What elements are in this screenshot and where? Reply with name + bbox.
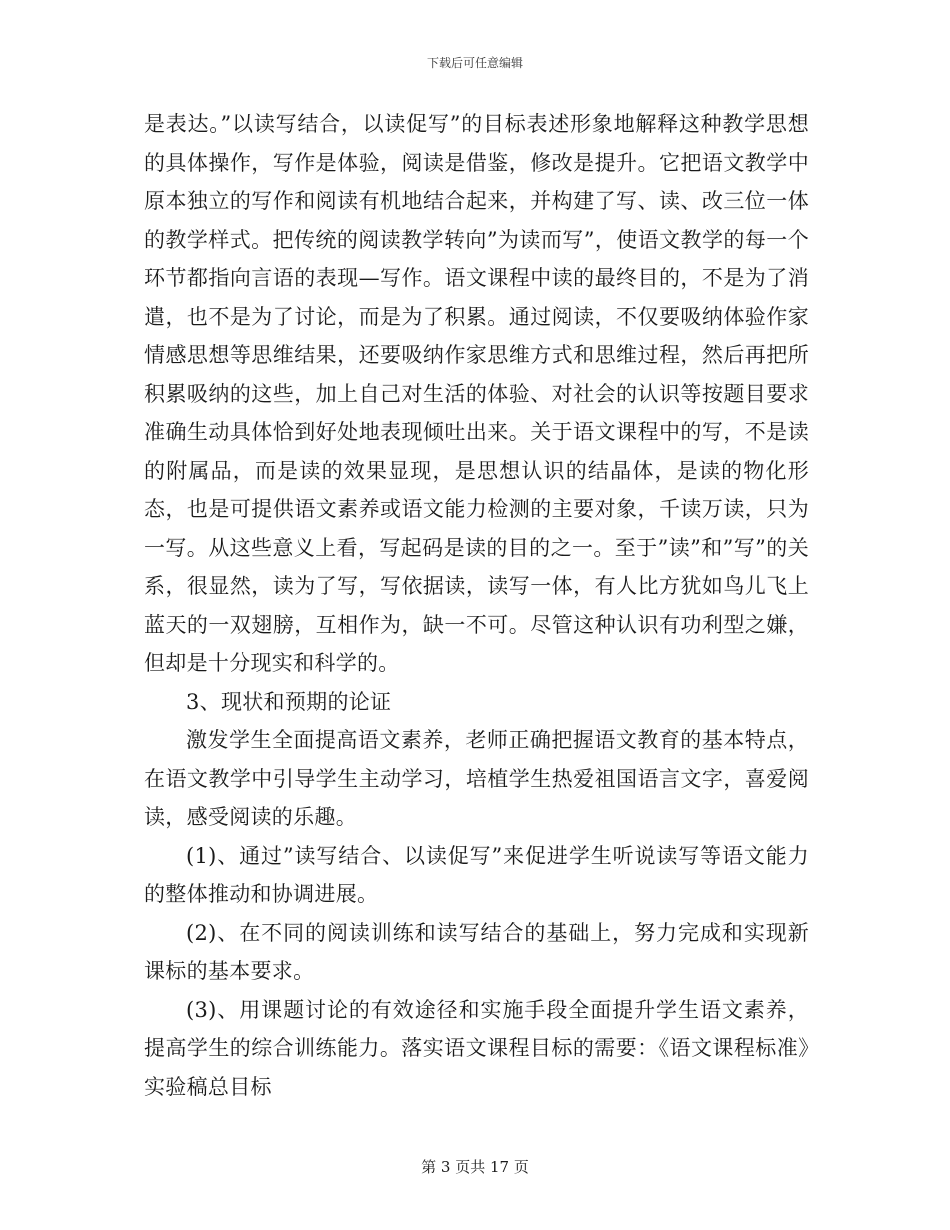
- document-body: [144, 105, 809, 1106]
- paragraph-reading-writing: 是表达。”以读写结合，以读促写”的目标表述形象地解释这种教学思想的具体操作，写作是体验，阅读是借鉴，修改是提升。它把语文教学中原本独立的写作和阅读有机地结合起来，并构建了写、读、改三位一体的教学样式。把传统的阅读教学转向”为读而写”，使语文教学的每一个环节都指向言语的表现—写作。语文课程中读的最终目的，不是为了消遣，也不是为了讨论，而是为了积累。通过阅读，不仅要吸纳体验作家情感思想等思维结果，还要吸纳作家思维方式和思维过程，然后再把所积累吸纳的这些，加上自己对生活的体验、对社会的认识等按题目要求准确生动具体恰到好处地表现倾吐出来。关于语文课程中的写，不是读的附属品，而是读的效果显现，是思想认识的结晶体，是读的物化形态，也是可提供语文素养或语文能力检测的主要对象，千读万读，只为一写。从这些意义上看，写起码是读的目的之一。至于”读”和”写”的关系，很显然，读为了写，写依据读，读写一体，有人比方犹如鸟儿飞上蓝天的一双翅膀，互相作为，缺一不可。尽管这种认识有功利型之嫌，但却是十分现实和科学的。: [144, 112, 809, 675]
- list-item-1: (1)、通过”读写结合、以读促写”来促进学生听说读写等语文能力的整体推动和协调进展。: [144, 843, 809, 906]
- paragraph-goals: 激发学生全面提高语文素养，老师正确把握语文教育的基本特点，在语文教学中引导学生主动学习，培植学生热爱祖国语言文字，喜爱阅读，感受阅读的乐趣。: [144, 728, 809, 829]
- list-item-2: (2)、在不同的阅读训练和读写结合的基础上，努力完成和实现新课标的基本要求。: [144, 920, 809, 983]
- list-item-3: (3)、用课题讨论的有效途径和实施手段全面提升学生语文素养，提高学生的综合训练能力。落实语文课程目标的需要：《语文课程标准》实验稿总目标: [144, 997, 809, 1099]
- page-header-note: 下载后可任意编辑: [426, 56, 523, 70]
- section-heading-status: 3、现状和预期的论证: [186, 689, 392, 714]
- page-number: 第 3 页共 17 页: [421, 1158, 529, 1176]
